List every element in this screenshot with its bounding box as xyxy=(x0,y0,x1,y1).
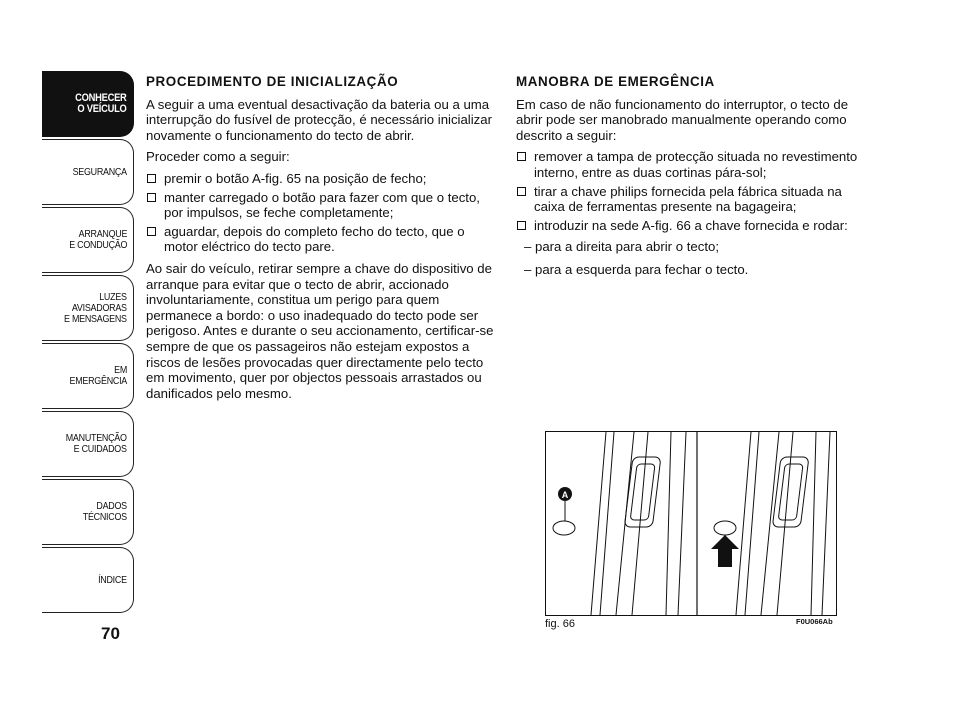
sub-item: – para a esquerda para fechar o tecto. xyxy=(524,261,749,277)
tab-indice[interactable] xyxy=(42,547,134,613)
section-heading: PROCEDIMENTO DE INICIALIZAÇÃO xyxy=(146,74,399,89)
tab-label: ARRANQUE E CONDUÇÃO xyxy=(69,228,127,251)
marker-label: A xyxy=(561,490,569,500)
list-item: manter carregado o botão para fazer com que o tecto, por impulsos, se feche completamente; xyxy=(146,190,501,221)
paragraph: A seguir a uma eventual desactivação da bateria ou a uma interrupção do fusível de protecção, é necessário inicializar novamente o funcionamento do tecto de abrir. xyxy=(146,96,492,143)
page-number: 70 xyxy=(101,624,120,643)
tab-seguranca[interactable] xyxy=(42,139,134,205)
list-item: introduzir na sede A-fig. 66 a chave fornecida e rodar: xyxy=(516,218,866,234)
tab-label: EM EMERGÊNCIA xyxy=(69,364,127,387)
list-item: aguardar, depois do completo fecho do tecto, que o motor eléctrico do tecto pare. xyxy=(146,224,501,255)
warning-paragraph: Ao sair do veículo, retirar sempre a chave do dispositivo de arranque para evitar que o tecto de abrir, accionado involuntariamente, constitua um perigo para quem permanece a bordo: o uso inadequado do tecto pode ser perigoso. Antes e durante o seu accionamento, certificar-se sempre de que os passageiros não estejam expostos a riscos de lesões provocadas quer directamente pelo tecto em movimento, quer por objectos pessoais arrastados ou danificados pelo mesmo. xyxy=(146,260,494,401)
list-item: premir o botão A-fig. 65 na posição de fecho; xyxy=(146,171,501,187)
sidebar-nav xyxy=(42,71,134,615)
tab-label: DADOS TÉCNICOS xyxy=(82,500,127,523)
figure-illustration xyxy=(545,431,837,616)
list-item: remover a tampa de protecção situada no revestimento interno, entre as duas cortinas pára-sol; xyxy=(516,149,866,180)
tab-label: LUZES AVISADORAS E MENSAGENS xyxy=(64,290,127,325)
marker-a xyxy=(553,487,575,535)
checklist xyxy=(146,171,501,255)
figure-code: F0U066Ab xyxy=(796,617,833,626)
tab-arranque-conducao[interactable] xyxy=(42,207,134,273)
key-socket xyxy=(714,521,736,535)
tab-label: CONHECER O VEÍCULO xyxy=(75,92,127,115)
tab-luzes-avisadoras[interactable] xyxy=(42,275,134,341)
sub-item: – para a direita para abrir o tecto; xyxy=(524,239,719,255)
tab-label: SEGURANÇA xyxy=(72,165,127,178)
tab-em-emergencia[interactable] xyxy=(42,343,134,409)
paragraph: Em caso de não funcionamento do interruptor, o tecto de abrir pode ser manobrado manualmente operando como descrito a seguir: xyxy=(516,96,849,143)
section-heading: MANOBRA DE EMERGÊNCIA xyxy=(516,74,715,89)
tab-conhecer-veiculo[interactable] xyxy=(42,71,134,137)
tab-manutencao-cuidados[interactable] xyxy=(42,411,134,477)
right-column xyxy=(516,74,866,285)
tab-label: ÍNDICE xyxy=(98,573,127,586)
list-item: tirar a chave philips fornecida pela fábrica situada na caixa de ferramentas presente na bagageira; xyxy=(516,184,866,215)
tab-label: MANUTENÇÃO E CUIDADOS xyxy=(66,432,127,455)
sunroof-illustration xyxy=(546,432,836,615)
left-column xyxy=(146,74,501,407)
tab-dados-tecnicos[interactable] xyxy=(42,479,134,545)
figure-caption: fig. 66 xyxy=(545,618,575,630)
paragraph: Proceder como a seguir: xyxy=(146,149,290,165)
up-arrow-icon xyxy=(711,535,739,567)
checklist xyxy=(516,149,866,233)
